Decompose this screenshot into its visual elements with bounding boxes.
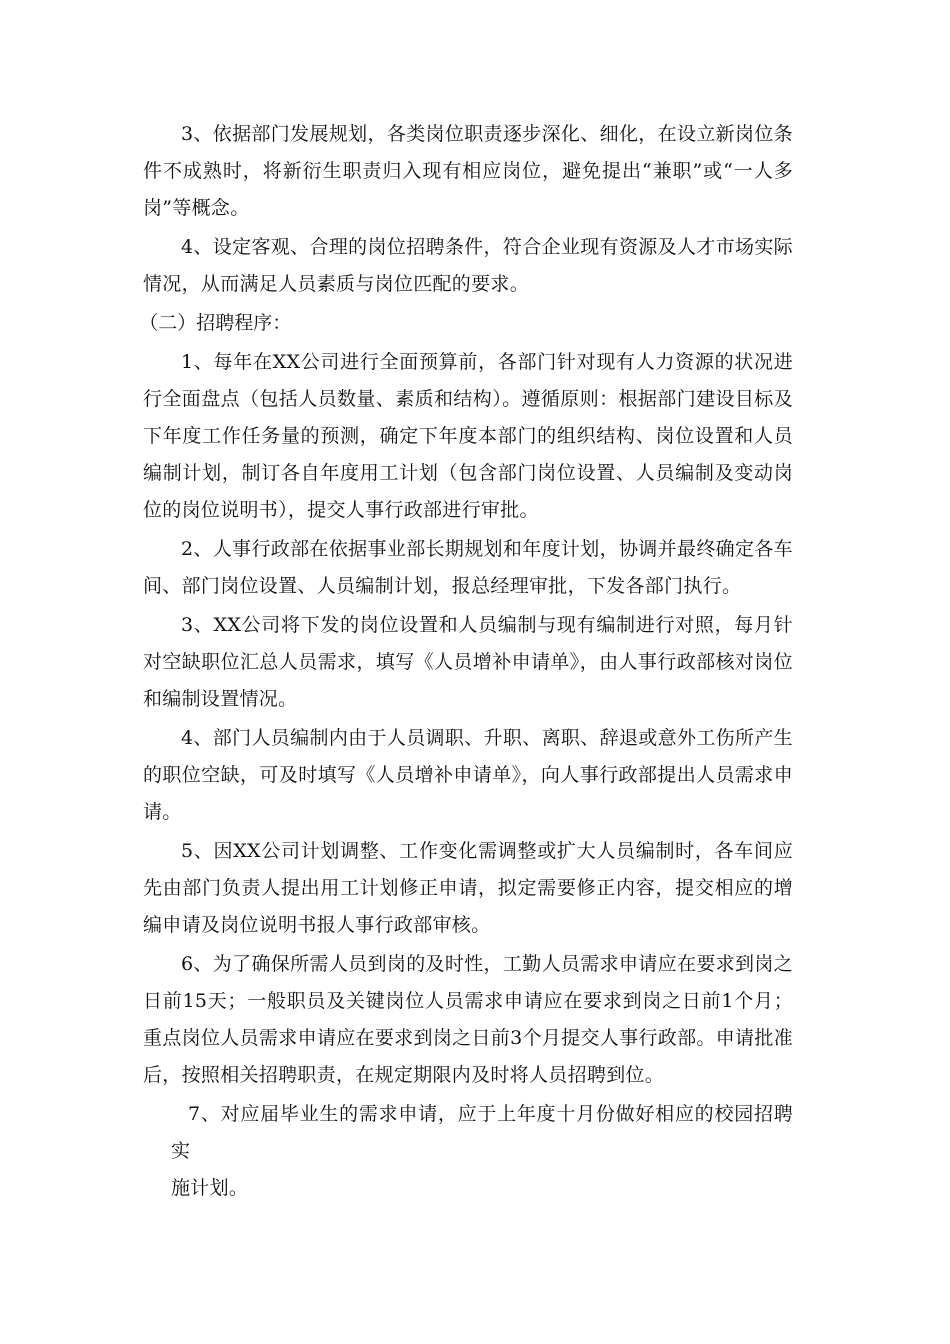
section-heading: （二）招聘程序： (139, 312, 292, 334)
procedure-step-7 (143, 1096, 793, 1207)
procedure-step-6: 6、为了确保所需人员到岗的及时性，工勤人员需求申请应在要求到岗之日前15天；一般职员及关键岗位人员需求申请应在要求到岗之日前1个月；重点岗位人员需求申请应在要求到岗之日前3个月提交人事行政部。申请批准后，按照相关招聘职责，在规定期限内及时将人员招聘到位。 (143, 953, 793, 1086)
procedure-step-7-line-2: 施计划。 (171, 1177, 249, 1199)
procedure-step-1: 1、每年在XX公司进行全面预算前，各部门针对现有人力资源的状况进行全面盘点（包括人员数量、素质和结构）。遵循原则：根据部门建设目标及下年度工作任务量的预测，确定下年度本部门的组织结构、岗位设置和人员编制计划，制订各自年度用工计划（包含部门岗位设置、人员编制及变动岗位的岗位说明书），提交人事行政部进行审批。 (143, 351, 793, 521)
procedure-step-2: 2、人事行政部在依据事业部长期规划和年度计划，协调并最终确定各车间、部门岗位设置、人员编制计划，报总经理审批，下发各部门执行。 (143, 538, 793, 597)
paragraph-item-3: 3、依据部门发展规划，各类岗位职责逐步深化、细化，在设立新岗位条件不成熟时，将新衍生职责归入现有相应岗位，避免提出“兼职”或“一人多岗”等概念。 (143, 123, 793, 219)
document-body (139, 116, 793, 1209)
procedure-step-4: 4、部门人员编制内由于人员调职、升职、离职、辞退或意外工伤所产生的职位空缺，可及时填写《人员增补申请单》，向人事行政部提出人员需求申请。 (143, 727, 793, 823)
procedure-step-3: 3、XX公司将下发的岗位设置和人员编制与现有编制进行对照，每月针对空缺职位汇总人员需求，填写《人员增补申请单》，由人事行政部核对岗位和编制设置情况。 (143, 614, 793, 710)
procedure-step-5: 5、因XX公司计划调整、工作变化需调整或扩大人员编制时，各车间应先由部门负责人提出用工计划修正申请，拟定需要修正内容，提交相应的增编申请及岗位说明书报人事行政部审核。 (143, 840, 793, 936)
procedure-step-7-line-1: 7、对应届毕业生的需求申请，应于上年度十月份做好相应的校园招聘实 (171, 1103, 793, 1162)
paragraph-item-4: 4、设定客观、合理的岗位招聘条件，符合企业现有资源及人才市场实际情况，从而满足人员素质与岗位匹配的要求。 (143, 236, 793, 295)
